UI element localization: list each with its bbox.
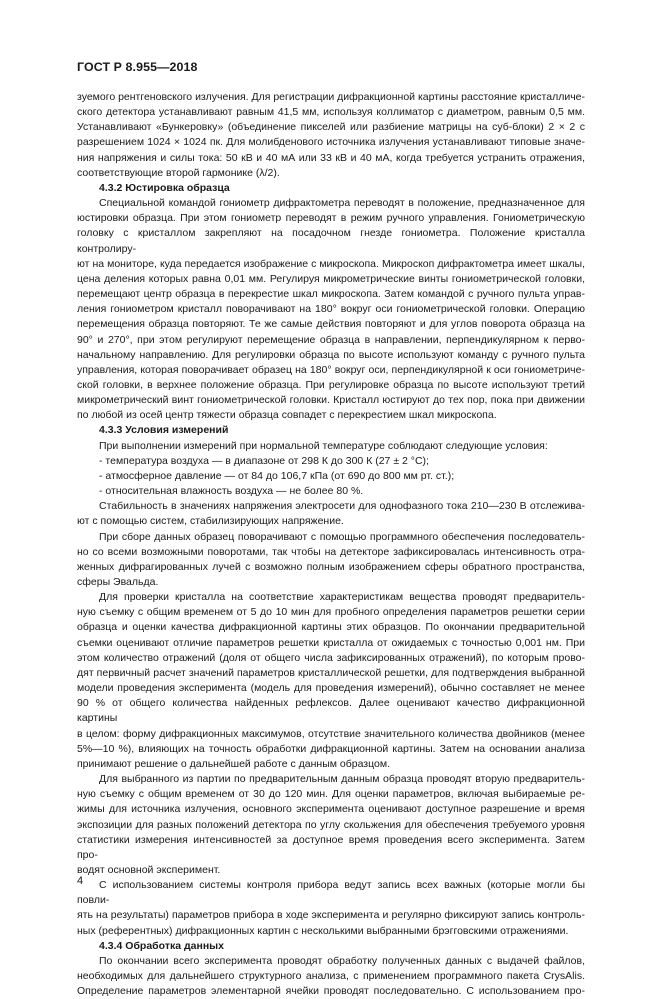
text-line: ют с помощью систем, стабилизирующих напряжение. xyxy=(77,515,344,528)
text-line: управления, которая поворачивает образец на 180° вокруг оси, перпендикулярной к оси гониометриче- xyxy=(77,363,585,376)
text-line: Для выбранного из партии по предварительным данным образца проводят вторую предваритель- xyxy=(99,773,585,786)
text-line: головку с кристаллом закрепляют на посадочном гнезде гониометра. Положение кристалла контролиру- xyxy=(77,227,585,255)
text-line: микрометрический винт гониометрической головки. Кристалл юстируют до тех пор, пока при движении xyxy=(77,394,585,407)
text-line: При сборе данных образец поворачивают с помощью программного обеспечения последователь- xyxy=(99,530,585,543)
text-line: по любой из осей центр тяжести образца совпадет с перекрестием шкал микроскопа. xyxy=(77,409,497,422)
text-line: цена деления которых равна 0,01 мм. Регулируя микрометрические винты гониометрической головки, xyxy=(77,272,585,285)
text-line: С использованием системы контроля прибора ведут запись всех важных (которые могли бы повли- xyxy=(77,879,585,907)
text-line: При выполнении измерений при нормальной температуре соблюдают следующие условия: xyxy=(99,439,548,452)
text-line: статистики измерения интенсивностей за доступное время проведения всего эксперимента. Затем про- xyxy=(77,833,585,861)
section-heading: 4.3.4 Обработка данных xyxy=(99,939,224,952)
text-line: жимы для источника излучения, основного эксперимента оценивают доступное разрешение и время xyxy=(77,803,585,816)
text-line: 90° и 270°, при этом регулируют перемещение образца в направлении, перпендикулярном к перво- xyxy=(77,333,585,346)
text-line: 5%—10 %), влияющих на точность обработки дифракционной картины. Затем на основании анализа xyxy=(77,742,585,755)
text-line: ского детектора устанавливают равным 41,5 мм, используя коллиматор с диаметром, равным 0,5 мм. xyxy=(77,106,585,119)
section-heading: 4.3.2 Юстировка образца xyxy=(99,181,230,194)
text-line: ления гониометром кристалл поворачивают на 180° вокруг оси гониометрической головки. Операцию xyxy=(77,303,585,316)
text-line: ных (референтных) дифракционных картин с несколькими выбранными брэгговскими отражениями. xyxy=(77,924,569,937)
text-line: разрешением 1024 × 1024 пк. Для молибденового источника излучения устанавливают типовые значе- xyxy=(77,136,585,149)
document-body xyxy=(77,90,585,999)
text-line: 90 % от общего количества найденных рефлексов. Далее оценивают качество дифракционной картины xyxy=(77,697,585,725)
text-line: Определение параметров элементарной ячейки проводят последовательно. С использованием про- xyxy=(77,985,585,998)
text-line: перемещают центр образца в перекрестие шкал микроскопа. Затем командой с ручного пульта управ- xyxy=(77,288,585,301)
text-line: перемещения образца повторяют. Те же самые действия повторяют и для углов поворота образца на xyxy=(77,318,585,331)
text-line: ют на мониторе, куда передается изображение с микроскопа. Микроскоп дифрактометра имеет шкалы, xyxy=(77,257,585,270)
text-line: но со всеми возможными поворотами, так чтобы на детекторе зафиксировалась интенсивность отра- xyxy=(77,545,585,558)
text-line: соответствующие второй гармонике (λ/2). xyxy=(77,166,280,179)
text-line: дят первичный расчет значений параметров кристаллической решетки, для подтверждения выбранной xyxy=(77,666,585,679)
text-line: Стабильность в значениях напряжения электросети для однофазного тока 210—230 В отслежива- xyxy=(99,500,585,513)
text-line: принимают решение о дальнейшей работе с данным образцом. xyxy=(77,757,390,770)
text-line: начальному направлению. Для регулировки образца по высоте используют команду с ручного пульта xyxy=(77,348,585,361)
text-line: ную съемку с общим временем от 30 до 120 мин. Для оценки параметров, включая выбираемые ре- xyxy=(77,788,585,801)
text-line: необходимых для дальнейшего структурного анализа, с применением программного пакета CrysAlis. xyxy=(77,970,585,983)
text-line: этом количество отражений (доля от общего числа зафиксированных отражений), по которым прово- xyxy=(77,651,585,664)
text-line: сферы Эвальда. xyxy=(77,576,159,588)
text-line: модели проведения эксперимента (модель для проведения измерений), обычно составляет не менее xyxy=(77,682,585,695)
section-heading: 4.3.3 Условия измерений xyxy=(99,424,229,437)
text-line: ской головки, в верхнее положение образца. При регулировке образца по высоте используют третий xyxy=(77,378,585,391)
text-line: женных дифрагированных лучей с возможно полным изображением сферы обратного пространства, xyxy=(77,560,585,573)
text-line: ную съемку с общим временем от 5 до 10 мин для пробного определения параметров решетки серии xyxy=(77,606,585,619)
text-line: экспозиции для разных положений детектора по углу скольжения для обеспечения требуемого уровня xyxy=(77,818,585,831)
text-line: водят основной эксперимент. xyxy=(77,863,221,876)
text-line: в целом: форму дифракционных максимумов, отсутствие значительного количества двойников (менее xyxy=(77,727,585,740)
text-line: юстировки образца. При этом гониометр переводят в режим ручного управления. Гониометрическую xyxy=(77,212,585,225)
page-number: 4 xyxy=(77,875,84,887)
text-line: зуемого рентгеновского излучения. Для регистрации дифракционной картины расстояние кристалличе- xyxy=(77,91,585,103)
text-line: съемки оценивают отличие параметров решетки кристалла от ожидаемых с точностью 0,001 нм. При xyxy=(77,636,585,649)
document-header: ГОСТ Р 8.955—2018 xyxy=(77,60,198,74)
list-item: - атмосферное давление — от 84 до 106,7 кПа (от 690 до 800 мм рт. ст.); xyxy=(99,469,455,482)
list-item: - относительная влажность воздуха — не более 80 %. xyxy=(99,485,364,498)
text-line: По окончании всего эксперимента проводят обработку полученных данных с выдачей файлов, xyxy=(99,954,585,967)
text-line: Устанавливают «Бункеровку» (объединение пикселей или разбиение матрицы на суб-блоки) 2 × 2 с xyxy=(77,121,585,134)
text-line: ять на результаты) параметров прибора в ходе эксперимента и регулярно фиксируют запись контроль- xyxy=(77,909,585,922)
text-line: образца и оценки качества дифракционной картины этих образцов. По окончании предварительной xyxy=(77,621,585,634)
text-line: Специальной командой гониометр дифрактометра переводят в положение, предназначенное для xyxy=(99,197,585,210)
list-item: - температура воздуха — в диапазоне от 298 К до 300 К (27 ± 2 °С); xyxy=(99,454,429,467)
text-line: Для проверки кристалла на соответствие характеристикам вещества проводят предваритель- xyxy=(99,591,585,604)
text-line: ния напряжения и силы тока: 50 кВ и 40 мА или 33 кВ и 40 мА, когда требуется устранить отражения, xyxy=(77,151,585,164)
